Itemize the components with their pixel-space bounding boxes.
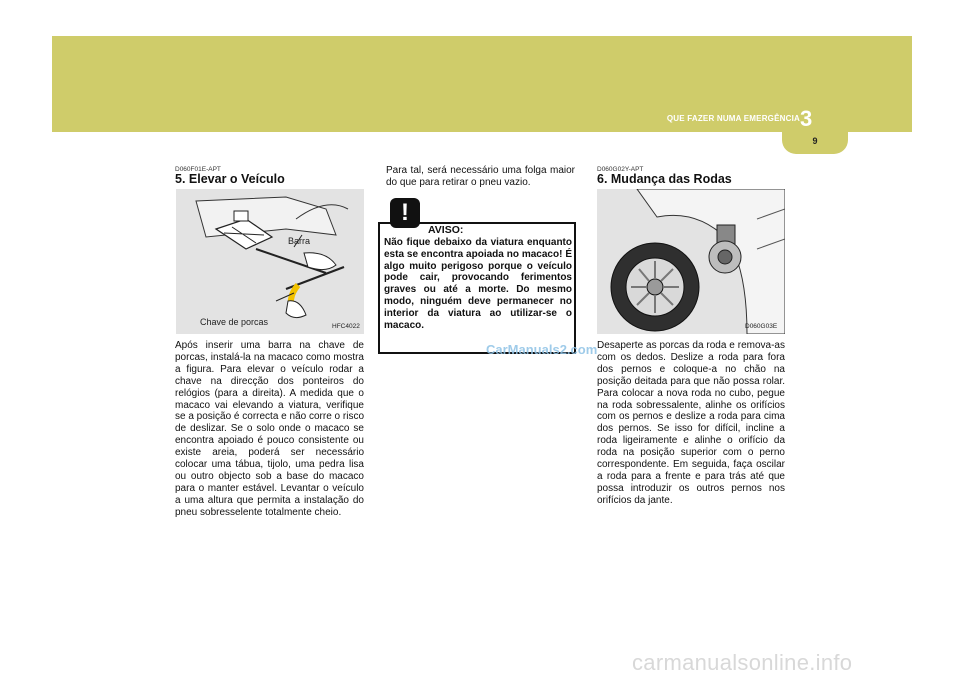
figure-code: HFC4022: [332, 323, 360, 330]
jack-illustration: [176, 189, 364, 334]
section-code-right: D060G02Y-APT: [597, 166, 644, 173]
section-title-right: 6. Mudança das Rodas: [597, 172, 732, 186]
chapter-title: QUE FAZER NUMA EMERGÊNCIA: [666, 114, 800, 123]
wheel-figure: [597, 189, 785, 334]
warning-title: AVISO:: [428, 224, 464, 236]
section-code: D060F01E-APT: [175, 166, 221, 173]
label-wrench: Chave de porcas: [200, 317, 269, 327]
figure-code-right: D060G03E: [745, 323, 778, 330]
wheel-illustration: [597, 189, 785, 334]
footer-watermark: carmanualsonline.info: [632, 650, 853, 675]
clearance-note: Para tal, será necessário uma folga maior do que para retirar o pneu vazio.: [386, 165, 575, 188]
warning-icon: !: [390, 198, 420, 228]
page-tab: [782, 132, 848, 154]
watermark: CarManuals2.com: [486, 342, 598, 357]
lift-instructions: Após inserir uma barra na chave de porcas, instalá-la na macaco como mostra a figura. Para elevar o veículo rodar a chave na direcção dos ponteiros do relógios (para a direita). A medida que o macaco vai elevando a viatura, verifique se a posição é correcta e não corre o risco de deslizar. Se o solo onde o macaco se encontra apoiado é pouco consistente ou existe areia, poderá ser necessário colocar uma tábua, tijolo, uma pedra lisa ou outro objecto sob a base do macaco para o manter estável. Levantar o veículo a uma altura que permita a instalação do pneu sobresselente totalmente cheio.: [175, 340, 364, 518]
wheel-change-instructions: Desaperte as porcas da roda e remova-as com os dedos. Deslize a roda para fora dos pernos e coloque-a no chão na posição deitada para que não possa rolar. Para colocar a nova roda no cubo, pegue na roda sobressalente, alinhe os orifícios com os pernos e deslize a roda para cima dos pernos. Se isso for difícil, incline a roda ligeiramente e alinhe o orifício da roda na posição superior com o perno correspondente. Em seguida, faça oscilar a roda para a frente e para trás até que possa introduzir os outros pernos nos orifícios da jante.: [597, 340, 785, 506]
jack-figure: [176, 189, 364, 334]
warning-text: Não fique debaixo da viatura enquanto esta se encontra apoiada no macaco! É algo muito perigoso porque o veículo pode cair, provocando ferimentos graves ou até a morte. Do mesmo modo, ninguém deve permanecer no interior da viatura ao utilizar-se o macaco.: [384, 237, 572, 331]
label-bar: Barra: [288, 236, 311, 246]
section-title: 5. Elevar o Veículo: [175, 172, 285, 186]
page-number: 9: [812, 136, 818, 146]
chapter-number: 3: [800, 106, 813, 131]
